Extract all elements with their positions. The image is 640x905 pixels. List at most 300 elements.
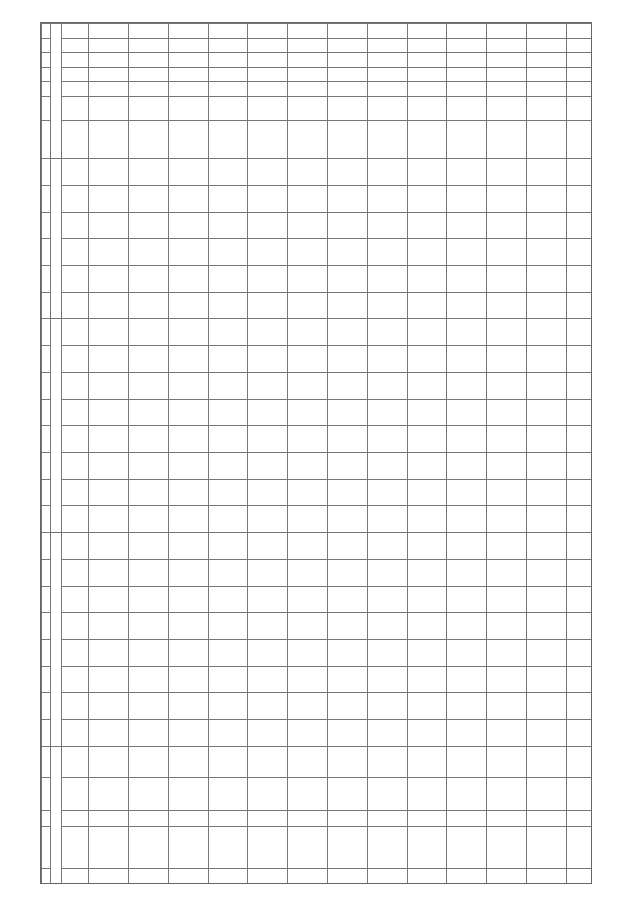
table-cell: [487, 479, 527, 506]
table-cell: [89, 96, 129, 121]
table-cell: [288, 778, 328, 811]
table-cell: [168, 212, 208, 239]
table-cell: [129, 96, 169, 121]
header-top-cell: [42, 212, 51, 239]
table-cell: [407, 292, 447, 319]
table-cell: [447, 212, 487, 239]
header-top-cell: [42, 693, 51, 720]
column-header: [61, 67, 89, 81]
table-cell: [208, 666, 248, 693]
table-cell: [129, 506, 169, 533]
table-cell: [208, 82, 248, 96]
table-cell: [208, 453, 248, 480]
table-cell: [248, 640, 288, 667]
header-top-cell: [42, 319, 51, 346]
table-cell: [208, 121, 248, 159]
header-top-cell: [42, 24, 51, 39]
table-cell: [288, 372, 328, 399]
table-cell: [328, 24, 368, 39]
table-cell: [407, 720, 447, 747]
table-cell: [89, 479, 129, 506]
column-header: [61, 506, 89, 533]
table-cell: [288, 24, 328, 39]
table-row: [447, 24, 487, 885]
table-cell: [526, 82, 566, 96]
table-cell: [407, 869, 447, 884]
table-row: [129, 24, 169, 885]
table-cell: [248, 479, 288, 506]
table-cell: [328, 693, 368, 720]
table-cell: [328, 559, 368, 586]
table-cell: [89, 453, 129, 480]
table-cell: [328, 506, 368, 533]
table-cell: [526, 506, 566, 533]
table-cell: [487, 159, 527, 186]
table-cell: [526, 613, 566, 640]
table-cell: [168, 159, 208, 186]
table-cell: [168, 613, 208, 640]
table-cell: [248, 399, 288, 426]
table-cell: [129, 869, 169, 884]
column-header: [61, 399, 89, 426]
table-cell: [407, 53, 447, 67]
table-cell: [447, 640, 487, 667]
table-cell: [407, 185, 447, 212]
table-cell: [129, 38, 169, 52]
table-cell: [407, 96, 447, 121]
table-cell: [367, 38, 407, 52]
table-cell: [487, 506, 527, 533]
landscape-table-wrapper: [41, 23, 592, 884]
table-cell: [367, 720, 407, 747]
table-cell: [407, 67, 447, 81]
table-cell: [248, 666, 288, 693]
table-cell: [447, 479, 487, 506]
table-cell: [168, 533, 208, 560]
table-cell: [288, 746, 328, 777]
table-cell: [168, 292, 208, 319]
table-cell: [328, 67, 368, 81]
table-cell: [487, 185, 527, 212]
table-cell: [407, 265, 447, 292]
column-header: [61, 559, 89, 586]
table-cell: [208, 399, 248, 426]
table-cell: [129, 67, 169, 81]
table-cell: [208, 67, 248, 81]
table-cell: [208, 613, 248, 640]
table-cell: [328, 586, 368, 613]
table-cell: [407, 746, 447, 777]
table-cell: [129, 212, 169, 239]
table-cell: [407, 399, 447, 426]
table-cell: [208, 96, 248, 121]
table-cell: [208, 811, 248, 827]
table-cell: [328, 372, 368, 399]
table-cell: [288, 96, 328, 121]
table-cell: [367, 96, 407, 121]
table-cell: [447, 372, 487, 399]
table-cell: [487, 239, 527, 266]
table-cell: [367, 613, 407, 640]
header-top-cell: [42, 53, 51, 67]
header-top-cell: [42, 811, 51, 827]
table-cell: [526, 559, 566, 586]
table-cell: [447, 613, 487, 640]
table-row: [89, 24, 129, 885]
column-header: [61, 778, 89, 811]
table-cell: [129, 746, 169, 777]
table-cell: [526, 346, 566, 373]
table-cell: [288, 38, 328, 52]
table-cell: [208, 640, 248, 667]
table-cell: [168, 121, 208, 159]
table-cell: [447, 67, 487, 81]
table-cell: [566, 453, 592, 480]
header-top-cell: [42, 533, 51, 560]
table-cell: [487, 53, 527, 67]
header-top-cell: [42, 720, 51, 747]
table-cell: [288, 640, 328, 667]
header-top-cell: [42, 613, 51, 640]
table-cell: [487, 67, 527, 81]
table-cell: [168, 265, 208, 292]
table-cell: [487, 559, 527, 586]
table-cell: [407, 506, 447, 533]
table-cell: [328, 827, 368, 869]
table-cell: [248, 559, 288, 586]
table-cell: [288, 533, 328, 560]
table-cell: [288, 586, 328, 613]
table-cell: [367, 399, 407, 426]
table-cell: [526, 239, 566, 266]
table-cell: [129, 159, 169, 186]
table-cell: [89, 265, 129, 292]
header-top-cell: [42, 67, 51, 81]
table-cell: [407, 693, 447, 720]
table-cell: [168, 96, 208, 121]
table-cell: [367, 265, 407, 292]
table-cell: [248, 746, 288, 777]
table-cell: [89, 506, 129, 533]
table-cell: [407, 479, 447, 506]
table-cell: [288, 239, 328, 266]
table-cell: [566, 121, 592, 159]
table-cell: [89, 346, 129, 373]
table-cell: [526, 426, 566, 453]
header-top-cell: [42, 506, 51, 533]
table-cell: [566, 506, 592, 533]
table-cell: [526, 640, 566, 667]
column-header: [61, 666, 89, 693]
table-cell: [129, 827, 169, 869]
table-cell: [208, 292, 248, 319]
table-cell: [328, 869, 368, 884]
table-cell: [248, 613, 288, 640]
table-cell: [208, 586, 248, 613]
table-cell: [367, 426, 407, 453]
header-group-cell: [50, 533, 61, 747]
table-cell: [248, 53, 288, 67]
table-cell: [447, 265, 487, 292]
table-cell: [407, 82, 447, 96]
table-cell: [129, 292, 169, 319]
table-body: [89, 24, 592, 885]
table-cell: [407, 559, 447, 586]
table-cell: [248, 24, 288, 39]
table-row: [526, 24, 566, 885]
table-cell: [168, 586, 208, 613]
table-cell: [328, 720, 368, 747]
table-cell: [208, 265, 248, 292]
header-top-cell: [42, 778, 51, 811]
table-cell: [566, 212, 592, 239]
table-cell: [168, 559, 208, 586]
table-cell: [129, 319, 169, 346]
table-cell: [487, 720, 527, 747]
header-group-cell: [50, 24, 61, 159]
table-cell: [526, 693, 566, 720]
table-cell: [89, 24, 129, 39]
table-cell: [447, 121, 487, 159]
table-cell: [566, 82, 592, 96]
table-cell: [447, 778, 487, 811]
budget-table: [41, 23, 592, 884]
table-cell: [208, 239, 248, 266]
table-cell: [566, 239, 592, 266]
table-cell: [367, 778, 407, 811]
table-cell: [248, 827, 288, 869]
table-cell: [526, 778, 566, 811]
column-header: [61, 38, 89, 52]
table-cell: [288, 399, 328, 426]
table-cell: [367, 666, 407, 693]
table-cell: [288, 426, 328, 453]
table-cell: [208, 720, 248, 747]
table-cell: [248, 96, 288, 121]
table-cell: [89, 319, 129, 346]
table-cell: [129, 559, 169, 586]
table-cell: [288, 720, 328, 747]
table-cell: [168, 239, 208, 266]
table-cell: [487, 96, 527, 121]
table-cell: [447, 827, 487, 869]
table-cell: [487, 453, 527, 480]
table-cell: [367, 746, 407, 777]
table-cell: [89, 811, 129, 827]
table-cell: [248, 372, 288, 399]
table-cell: [407, 666, 447, 693]
table-cell: [447, 292, 487, 319]
table-cell: [447, 811, 487, 827]
table-cell: [367, 533, 407, 560]
table-cell: [129, 666, 169, 693]
table-cell: [328, 346, 368, 373]
table-cell: [129, 24, 169, 39]
table-cell: [566, 159, 592, 186]
column-header: [61, 212, 89, 239]
table-cell: [89, 746, 129, 777]
table-row: [487, 24, 527, 885]
table-cell: [487, 372, 527, 399]
table-cell: [248, 239, 288, 266]
table-cell: [566, 292, 592, 319]
table-cell: [129, 613, 169, 640]
table-cell: [89, 212, 129, 239]
table-cell: [248, 586, 288, 613]
table-cell: [367, 212, 407, 239]
table-cell: [407, 778, 447, 811]
table-cell: [208, 778, 248, 811]
column-header: [61, 121, 89, 159]
table-header: [42, 24, 89, 885]
table-cell: [526, 453, 566, 480]
table-cell: [168, 746, 208, 777]
table-cell: [89, 778, 129, 811]
table-cell: [288, 811, 328, 827]
table-cell: [248, 811, 288, 827]
table-cell: [288, 121, 328, 159]
table-cell: [208, 426, 248, 453]
table-cell: [328, 82, 368, 96]
column-header: [61, 24, 89, 39]
table-cell: [526, 96, 566, 121]
column-header: [61, 292, 89, 319]
table-cell: [168, 453, 208, 480]
table-cell: [367, 53, 407, 67]
table-cell: [288, 666, 328, 693]
table-cell: [168, 869, 208, 884]
table-cell: [367, 559, 407, 586]
table-cell: [566, 426, 592, 453]
table-cell: [487, 693, 527, 720]
table-cell: [487, 827, 527, 869]
table-cell: [367, 319, 407, 346]
table-cell: [526, 586, 566, 613]
table-cell: [566, 24, 592, 39]
table-cell: [487, 24, 527, 39]
table-cell: [526, 479, 566, 506]
table-row: [248, 24, 288, 885]
table-cell: [129, 53, 169, 67]
table-cell: [328, 159, 368, 186]
table-cell: [288, 319, 328, 346]
table-cell: [407, 38, 447, 52]
table-cell: [407, 346, 447, 373]
table-cell: [447, 239, 487, 266]
table-cell: [288, 613, 328, 640]
table-cell: [328, 453, 368, 480]
table-cell: [328, 239, 368, 266]
table-cell: [566, 746, 592, 777]
header-top-cell: [42, 827, 51, 869]
table-cell: [526, 666, 566, 693]
table-cell: [447, 666, 487, 693]
table-cell: [487, 778, 527, 811]
table-cell: [208, 212, 248, 239]
table-cell: [89, 67, 129, 81]
table-cell: [566, 666, 592, 693]
table-cell: [447, 185, 487, 212]
table-cell: [447, 746, 487, 777]
column-header: [61, 811, 89, 827]
table-cell: [328, 533, 368, 560]
table-cell: [89, 869, 129, 884]
column-header: [61, 453, 89, 480]
table-cell: [367, 239, 407, 266]
table-cell: [487, 869, 527, 884]
table-cell: [208, 693, 248, 720]
column-header: [61, 426, 89, 453]
column-header: [61, 185, 89, 212]
table-cell: [328, 265, 368, 292]
table-cell: [288, 53, 328, 67]
table-cell: [407, 121, 447, 159]
table-cell: [407, 319, 447, 346]
table-cell: [407, 426, 447, 453]
table-cell: [487, 640, 527, 667]
table-cell: [526, 319, 566, 346]
table-cell: [208, 372, 248, 399]
table-row: [328, 24, 368, 885]
table-cell: [367, 869, 407, 884]
table-cell: [89, 82, 129, 96]
table-cell: [208, 559, 248, 586]
table-cell: [248, 212, 288, 239]
table-cell: [407, 159, 447, 186]
table-cell: [89, 533, 129, 560]
table-cell: [208, 506, 248, 533]
table-cell: [487, 586, 527, 613]
table-cell: [526, 53, 566, 67]
table-cell: [168, 426, 208, 453]
header-top-cell: [42, 38, 51, 52]
table-cell: [526, 185, 566, 212]
table-cell: [288, 479, 328, 506]
table-cell: [367, 640, 407, 667]
table-cell: [487, 811, 527, 827]
table-cell: [367, 346, 407, 373]
table-row: [168, 24, 208, 885]
table-cell: [367, 67, 407, 81]
table-cell: [208, 533, 248, 560]
header-top-cell: [42, 666, 51, 693]
table-cell: [89, 159, 129, 186]
table-cell: [168, 640, 208, 667]
table-cell: [487, 426, 527, 453]
table-cell: [407, 811, 447, 827]
table-cell: [487, 613, 527, 640]
table-cell: [89, 720, 129, 747]
table-cell: [248, 121, 288, 159]
table-cell: [248, 346, 288, 373]
table-cell: [447, 399, 487, 426]
header-group-cell: [50, 159, 61, 319]
table-cell: [526, 121, 566, 159]
table-cell: [208, 869, 248, 884]
table-cell: [168, 372, 208, 399]
table-cell: [168, 67, 208, 81]
table-cell: [328, 53, 368, 67]
table-cell: [526, 292, 566, 319]
table-cell: [447, 159, 487, 186]
table-cell: [447, 693, 487, 720]
table-cell: [526, 720, 566, 747]
table-cell: [89, 586, 129, 613]
table-cell: [208, 159, 248, 186]
column-header: [61, 82, 89, 96]
table-cell: [129, 185, 169, 212]
table-cell: [288, 453, 328, 480]
